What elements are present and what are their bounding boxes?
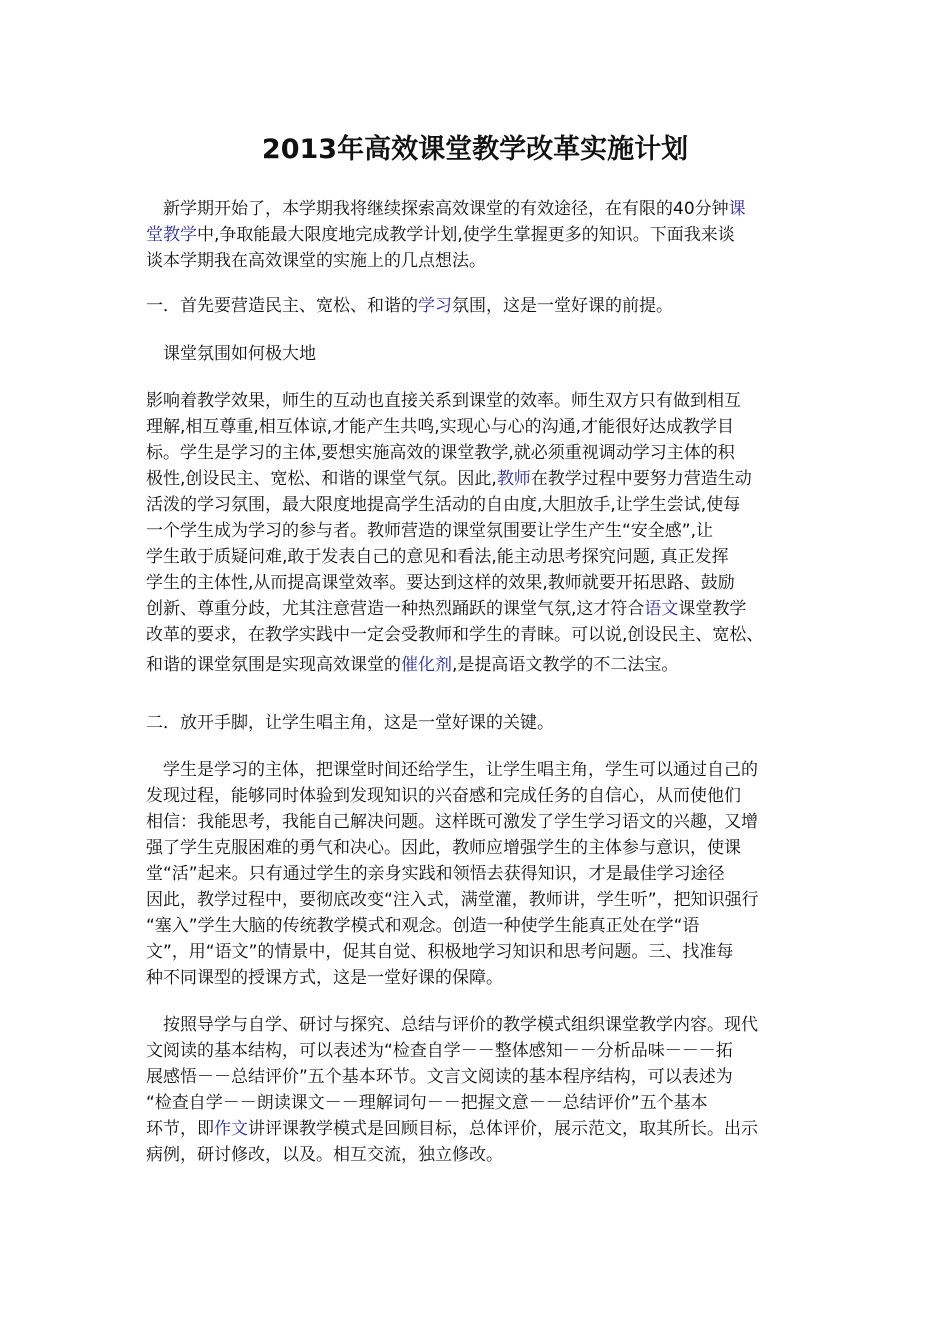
text-line bbox=[146, 1090, 826, 1116]
text-line bbox=[146, 913, 826, 939]
text-line bbox=[146, 887, 826, 913]
text-span: 病例，研讨修改，以及。相互交流，独立修改。 bbox=[146, 1145, 503, 1165]
text-line bbox=[146, 1064, 826, 1090]
text-line bbox=[146, 622, 826, 648]
text-line bbox=[146, 440, 826, 466]
text-span: 二．放开手脚，让学生唱主角，这是一堂好课的关键。 bbox=[146, 713, 554, 733]
text-span: 新学期开始了，本学期我将继续探索高效课堂的有效途径，在有限的40分钟 bbox=[146, 199, 729, 219]
text-span: 一．首先要营造民主、宽松、和谐的 bbox=[146, 296, 418, 316]
text-span: “检查自学－－朗读课文－－理解词句－－把握文意－－总结评价”五个基本 bbox=[146, 1093, 708, 1113]
hyperlink[interactable]: 作文 bbox=[214, 1119, 248, 1139]
text-line bbox=[146, 414, 826, 440]
text-line bbox=[146, 518, 826, 544]
text-span: 按照导学与自学、研讨与探究、总结与评价的教学模式组织课堂教学内容。现代 bbox=[146, 1015, 758, 1035]
text-line bbox=[146, 388, 826, 414]
text-span: 和谐的课堂氛围是实现高效课堂的 bbox=[146, 655, 401, 675]
text-line bbox=[146, 1038, 826, 1064]
text-line bbox=[146, 544, 826, 570]
text-line bbox=[146, 835, 826, 861]
text-span: 在教学过程中要努力营造生动 bbox=[530, 469, 752, 489]
hyperlink[interactable]: 堂教学 bbox=[146, 225, 197, 245]
text-line bbox=[146, 1142, 826, 1168]
text-span: 课堂氛围如何极大地 bbox=[146, 344, 316, 364]
text-line bbox=[146, 293, 826, 319]
text-line bbox=[146, 939, 826, 965]
hyperlink[interactable]: 催化剂 bbox=[401, 655, 452, 675]
text-span: 讲评课教学模式是回顾目标，总体评价，展示范文，取其所长。出示 bbox=[248, 1119, 758, 1139]
text-span: 发现过程，能够同时体验到发现知识的兴奋感和完成任务的自信心，从而使他们 bbox=[146, 786, 741, 806]
text-span: 活泼的学习氛围，最大限度地提高学生活动的自由度,大胆放手,让学生尝试,使每 bbox=[146, 495, 741, 515]
text-line bbox=[146, 248, 826, 274]
text-line bbox=[146, 492, 826, 518]
text-span: 堂“活”起来。只有通过学生的亲身实践和领悟去获得知识，才是最佳学习途径 bbox=[146, 864, 725, 884]
text-span: 学生敢于质疑问难,敢于发表自己的意见和看法,能主动思考探究问题, 真正发挥 bbox=[146, 547, 729, 567]
text-span: 改革的要求，在教学实践中一定会受教师和学生的青睐。可以说,创设民主、宽松、 bbox=[146, 625, 764, 645]
text-line bbox=[146, 570, 826, 596]
text-span: 创新、尊重分歧，尤其注意营造一种热烈踊跃的课堂气氛,这才符合 bbox=[146, 599, 645, 619]
text-span: 强了学生克服困难的勇气和决心。因此，教师应增强学生的主体参与意识，使课 bbox=[146, 838, 741, 858]
text-line bbox=[146, 341, 826, 367]
text-span: 相信：我能思考，我能自己解决问题。这样既可激发了学生学习语文的兴趣，又增 bbox=[146, 812, 758, 832]
text-span: 因此，教学过程中，要彻底改变“注入式，满堂灌，教师讲，学生听”，把知识强行 bbox=[146, 890, 759, 910]
text-line bbox=[146, 596, 826, 622]
text-span: 学生是学习的主体，把课堂时间还给学生，让学生唱主角，学生可以通过自己的 bbox=[146, 760, 758, 780]
text-span: 文”，用“语文”的情景中，促其自觉、积极地学习知识和思考问题。三、找准每 bbox=[146, 942, 734, 962]
text-span: 理解,相互尊重,相互体谅,才能产生共鸣,实现心与心的沟通,才能很好达成教学目 bbox=[146, 417, 735, 437]
text-line bbox=[146, 861, 826, 887]
text-span: 一个学生成为学习的参与者。教师营造的课堂氛围要让学生产生“安全感”,让 bbox=[146, 521, 714, 541]
text-span: 种不同课型的授课方式，这是一堂好课的保障。 bbox=[146, 968, 503, 988]
hyperlink[interactable]: 语文 bbox=[644, 599, 679, 619]
text-line bbox=[146, 1116, 826, 1142]
text-span: 学生的主体性,从而提高课堂效率。要达到这样的效果,教师就要开拓思路、鼓励 bbox=[146, 573, 735, 593]
text-line bbox=[146, 466, 826, 492]
text-span: 中,争取能最大限度地完成教学计划,使学生掌握更多的知识。下面我来谈 bbox=[197, 225, 735, 245]
text-span: ,是提高语文教学的不二法宝。 bbox=[452, 655, 679, 675]
text-line bbox=[146, 196, 826, 222]
text-line bbox=[146, 222, 826, 248]
text-span: 展感悟－－总结评价”五个基本环节。文言文阅读的基本程序结构，可以表述为 bbox=[146, 1067, 733, 1087]
text-span: 极性,创设民主、宽松、和谐的课堂气氛。因此, bbox=[146, 469, 497, 489]
text-span: “塞入”学生大脑的传统教学模式和观念。创造一种使学生能真正处在学“语 bbox=[146, 916, 700, 936]
hyperlink[interactable]: 教师 bbox=[496, 469, 531, 489]
text-line bbox=[146, 809, 826, 835]
text-line bbox=[146, 652, 826, 678]
text-span: 文阅读的基本结构，可以表述为“检查自学－－整体感知－－分析品味－－－拓 bbox=[146, 1041, 733, 1061]
text-span: 影响着教学效果，师生的互动也直接关系到课堂的效率。师生双方只有做到相互 bbox=[146, 391, 741, 411]
text-line bbox=[146, 757, 826, 783]
hyperlink[interactable]: 课 bbox=[728, 199, 746, 219]
hyperlink[interactable]: 学习 bbox=[418, 296, 452, 316]
document-title: 2013年高效课堂教学改革实施计划 bbox=[261, 134, 689, 165]
text-line bbox=[146, 965, 826, 991]
text-span: 谈本学期我在高效课堂的实施上的几点想法。 bbox=[146, 251, 486, 271]
text-line bbox=[146, 1012, 826, 1038]
text-line bbox=[146, 783, 826, 809]
text-span: 标。学生是学习的主体,要想实施高效的课堂教学,就必须重视调动学习主体的积 bbox=[146, 443, 735, 463]
text-span: 氛围，这是一堂好课的前提。 bbox=[452, 296, 673, 316]
text-span: 课堂教学 bbox=[678, 599, 747, 619]
text-span: 环节，即 bbox=[146, 1119, 214, 1139]
text-line bbox=[146, 710, 826, 736]
